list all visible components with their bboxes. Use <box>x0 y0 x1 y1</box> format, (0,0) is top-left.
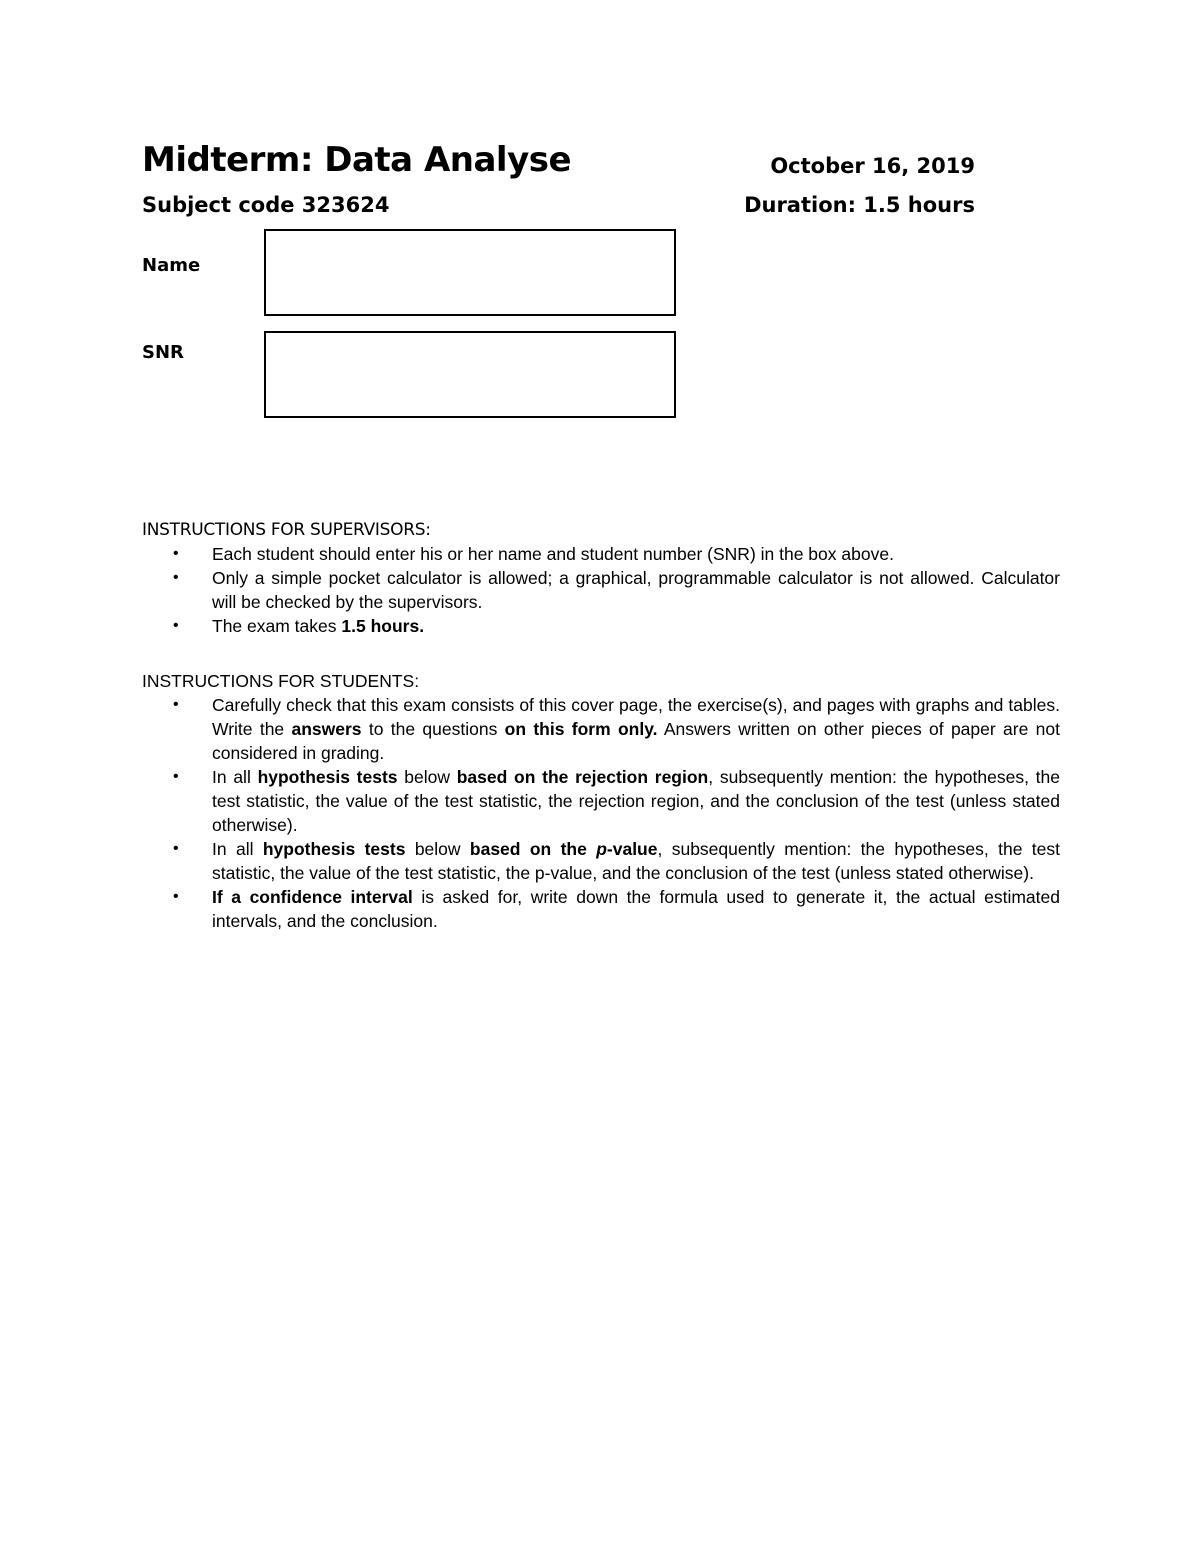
bullet-icon: • <box>173 696 179 713</box>
subject-code: Subject code 323624 <box>142 193 390 217</box>
emphasis: answers <box>291 719 362 739</box>
student-heading: INSTRUCTIONS FOR STUDENTS: <box>142 671 420 691</box>
list-item-text: The exam takes <box>212 616 342 636</box>
list-item-text: Each student should enter his or her name and student number (SNR) in the box above. <box>212 544 894 564</box>
emphasis: on this form only. <box>504 719 658 739</box>
emphasis: based on the <box>469 839 597 859</box>
list-item-text: below <box>397 767 457 787</box>
bullet-icon: • <box>173 545 179 562</box>
emphasis <box>596 839 607 859</box>
bullet-icon: • <box>173 840 179 857</box>
list-item-text: In all <box>212 767 258 787</box>
student-instructions <box>142 669 1060 933</box>
exam-duration: Duration: 1.5 hours <box>744 193 975 217</box>
list-item <box>142 566 1060 614</box>
list-item <box>142 693 1060 765</box>
supervisor-instructions <box>142 518 1060 638</box>
list-item <box>142 614 1060 638</box>
exam-title: Midterm: Data Analyse <box>142 140 572 180</box>
bullet-icon: • <box>173 888 179 905</box>
bullet-icon: • <box>173 569 179 586</box>
emphasis: hypothesis tests <box>257 767 398 787</box>
name-label: Name <box>142 255 201 276</box>
emphasis: -value <box>606 839 658 859</box>
list-item-text: Carefully check that this exam consists of this cover page, the exercise(s), and pages with graphs and tables. Write the <box>212 695 1060 739</box>
list-item-text: In all <box>212 839 263 859</box>
exam-date: October 16, 2019 <box>770 154 975 178</box>
list-item <box>142 765 1060 837</box>
bullet-icon: • <box>173 617 179 634</box>
list-item-text: is asked for, write down the formula used to generate it, the actual estimated intervals, and the conclusion. <box>212 887 1060 931</box>
list-item <box>142 885 1060 933</box>
list-item-text: to the questions <box>361 719 505 739</box>
emphasis: . <box>419 616 425 636</box>
emphasis: based on the rejection region <box>456 767 709 787</box>
list-item-text: Only a simple pocket calculator is allowed; a graphical, programmable calculator is not allowed. Calculator will be checked by the supervisors. <box>212 568 1060 612</box>
list-item <box>142 542 1060 566</box>
emphasis: confidence interval <box>249 887 413 907</box>
list-item-text: , subsequently mention: the hypotheses, the test statistic, the value of the test statistic, the p-value, and the conclusion of the test (unless stated otherwise). <box>212 839 1061 883</box>
supervisor-heading: INSTRUCTIONS FOR SUPERVISORS: <box>142 520 431 540</box>
emphasis-italic: p <box>596 839 607 859</box>
emphasis: 1.5 hours <box>341 616 420 636</box>
name-input-box[interactable] <box>264 229 676 316</box>
snr-input-box[interactable] <box>264 331 676 418</box>
list-item-text: , subsequently mention: the hypotheses, the test statistic, the value of the test statistic, the rejection region, and the conclusion of the test (unless stated otherwise). <box>212 767 1061 835</box>
list-item <box>142 837 1060 885</box>
bullet-icon: • <box>173 768 179 785</box>
student-list <box>142 693 1060 933</box>
emphasis: If a <box>212 887 250 907</box>
snr-label: SNR <box>142 342 184 363</box>
supervisor-list <box>142 542 1060 638</box>
emphasis: hypothesis tests <box>262 839 406 859</box>
list-item-text: below <box>405 839 470 859</box>
list-item-text: Answers written on other pieces of paper are not considered in grading. <box>212 719 1060 763</box>
